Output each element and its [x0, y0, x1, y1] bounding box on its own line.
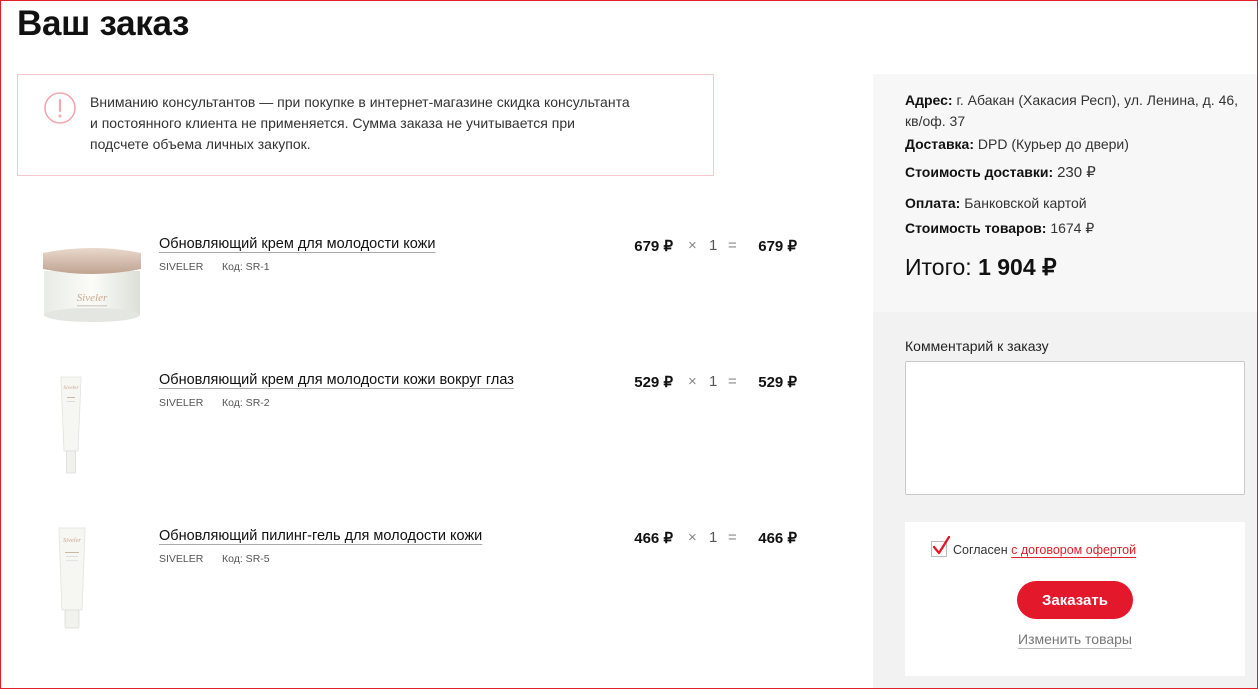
svg-text:Siveler: Siveler: [63, 385, 79, 391]
grand-total-label: Итого:: [905, 254, 972, 280]
address-line: [905, 90, 1245, 132]
grand-total-value: 1 904 ₽: [978, 254, 1057, 280]
product-total: 679 ₽: [758, 238, 797, 255]
payment-label: Оплата:: [905, 195, 961, 211]
delivery-cost-label: Стоимость доставки:: [905, 164, 1054, 180]
product-price: 679 ₽: [634, 238, 673, 255]
product-code: Код: SR-2: [222, 397, 270, 409]
checkmark-icon: [931, 536, 951, 556]
product-quantity: 1: [709, 373, 718, 390]
multiply-sign: ×: [688, 237, 697, 254]
exclamation-circle-icon: [44, 92, 76, 124]
product-code: Код: SR-5: [222, 553, 270, 565]
comment-label: Комментарий к заказу: [905, 338, 1049, 354]
change-items-wrap: [905, 631, 1245, 647]
payment-line: [905, 193, 1245, 214]
agree-row: [931, 541, 1136, 557]
product-name[interactable]: Обновляющий пилинг-гель для молодости кожи: [159, 528, 483, 544]
multiply-sign: ×: [688, 373, 697, 390]
cart-item: [17, 528, 817, 638]
payment-value: Банковской картой: [964, 195, 1087, 211]
delivery-label: Доставка:: [905, 136, 975, 152]
cart-item: [17, 236, 817, 346]
product-name[interactable]: Обновляющий крем для молодости кожи вокруг глаз: [159, 372, 514, 388]
change-items-link[interactable]: Изменить товары: [1018, 631, 1132, 647]
product-brand: SIVELER: [159, 397, 204, 409]
address-label: Адрес:: [905, 92, 953, 108]
product-quantity: 1: [709, 529, 718, 546]
product-code: Код: SR-1: [222, 261, 270, 273]
agree-checkbox[interactable]: [931, 541, 947, 557]
product-name[interactable]: Обновляющий крем для молодости кожи: [159, 236, 436, 252]
product-price: 466 ₽: [634, 530, 673, 547]
svg-text:Siveler: Siveler: [76, 292, 108, 304]
svg-text:Siveler: Siveler: [62, 537, 82, 544]
delivery-cost-line: [905, 162, 1245, 183]
grand-total: [905, 254, 1057, 281]
goods-cost-label: Стоимость товаров:: [905, 220, 1047, 236]
consultant-notice: [17, 74, 714, 176]
product-image-peeling-gel-tube: [37, 523, 147, 633]
product-brand: SIVELER: [159, 553, 204, 565]
agree-text: Согласен: [953, 543, 1008, 557]
equals-sign: =: [728, 373, 737, 390]
product-image-cream-jar: [37, 232, 147, 342]
product-brand: SIVELER: [159, 261, 204, 273]
product-total: 466 ₽: [758, 530, 797, 547]
product-quantity: 1: [709, 237, 718, 254]
comment-input[interactable]: [905, 361, 1245, 495]
cart-item: [17, 372, 817, 482]
place-order-button[interactable]: Заказать: [1017, 581, 1133, 619]
delivery-value: DPD (Курьер до двери): [977, 136, 1129, 152]
product-image-eye-cream-tube: [37, 372, 147, 482]
goods-cost-value: 1674 ₽: [1050, 220, 1095, 236]
address-value: г. Абакан (Хакасия Респ), ул. Ленина, д. 46, кв/оф. 37: [905, 92, 1239, 129]
product-total: 529 ₽: [758, 374, 797, 391]
order-summary: [873, 74, 1257, 312]
order-confirm-card: [905, 522, 1245, 676]
equals-sign: =: [728, 529, 737, 546]
product-price: 529 ₽: [634, 374, 673, 391]
equals-sign: =: [728, 237, 737, 254]
notice-text: Вниманию консультантов — при покупке в интернет-магазине скидка консультанта и постоянного клиента не применяется. Сумма заказа не учитывается при подсчете объема личных закупок.: [90, 94, 630, 152]
multiply-sign: ×: [688, 529, 697, 546]
offer-agreement-link[interactable]: с договором офертой: [1011, 543, 1137, 557]
delivery-line: [905, 134, 1245, 155]
goods-cost-line: [905, 218, 1245, 239]
page-title: Ваш заказ: [17, 4, 190, 43]
delivery-cost-value: 230 ₽: [1057, 164, 1096, 181]
